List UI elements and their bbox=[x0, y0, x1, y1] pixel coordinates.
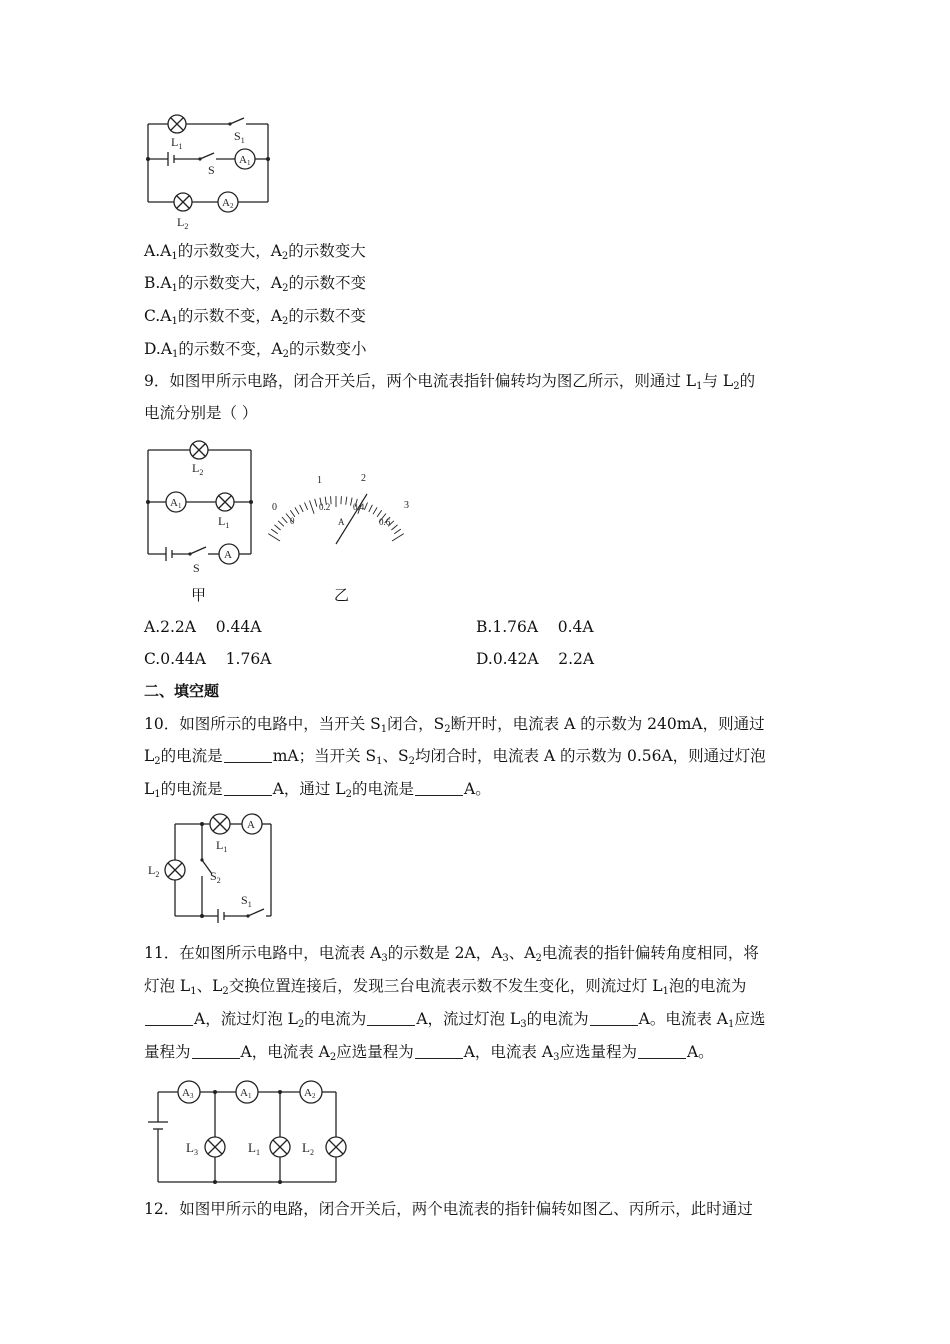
q11-blank-2[interactable] bbox=[367, 1011, 415, 1026]
q9-stem-line2: 电流分别是（ ） bbox=[144, 404, 258, 422]
q10-blank-3[interactable] bbox=[415, 781, 463, 796]
svg-text:L3: $L_3$ bbox=[186, 1140, 198, 1157]
meter-tick bbox=[364, 503, 367, 510]
meter-tick bbox=[275, 525, 281, 530]
svg-text:A: A bbox=[224, 549, 232, 561]
svg-text:L1: $L_1$ bbox=[248, 1140, 260, 1157]
q8-label-l1: $L_1$ bbox=[171, 135, 183, 151]
q10-stem-line1: 10．如图所示的电路中，当开关 $S_1$闭合，$S_2$断开时，电流表 A 的示数为 240mA，则通过 bbox=[144, 715, 765, 735]
q8-option-d[interactable]: $D.A_1$的示数不变，$A_2$的示数变小 bbox=[144, 340, 367, 360]
meter-bottom-label-2: 0.4 bbox=[353, 502, 365, 512]
q9-stem-line1: 9．如图甲所示电路，闭合开关后，两个电流表指针偏转均为图乙所示，则通过 $L_1$与 $L_2$的 bbox=[144, 372, 756, 392]
svg-text:S: S bbox=[193, 561, 200, 575]
meter-unit: A bbox=[338, 517, 345, 527]
q8-circuit-diagram bbox=[140, 112, 280, 232]
svg-text:S1: $S_1$ bbox=[234, 129, 245, 145]
meter-bottom-label-1: 0.2 bbox=[319, 502, 331, 512]
meter-tick bbox=[392, 534, 404, 541]
meter-tick bbox=[315, 499, 317, 507]
svg-text:A3: A3 bbox=[182, 1087, 194, 1100]
q8-option-a[interactable]: $A.A_1$的示数变大，$A_2$的示数变大 bbox=[144, 242, 366, 262]
q9-option-a[interactable]: A.2.2A 0.44A bbox=[144, 618, 262, 636]
q9-ammeter-dial-yi bbox=[268, 466, 418, 546]
svg-text:L2: $L_2$ bbox=[302, 1140, 314, 1157]
meter-tick bbox=[391, 525, 397, 530]
q10-stem-line2: $L_2$的电流是 mA；当开关 $S_1$、$S_2$均闭合时，电流表 A 的示数为 0.56A，则通过灯泡 bbox=[144, 747, 766, 767]
svg-text:L2: $L_2$ bbox=[177, 215, 189, 231]
meter-tick bbox=[310, 501, 315, 514]
meter-tick bbox=[271, 529, 278, 534]
svg-text:A1: A1 bbox=[239, 154, 251, 167]
q11-blank-6[interactable] bbox=[638, 1044, 686, 1059]
q11-stem-line1: 11．在如图所示电路中，电流表 $A_3$的示数是 2A，$A_3$、$A_2$电流表的指针偏转角度相同，将 bbox=[144, 944, 759, 964]
meter-tick bbox=[331, 496, 332, 504]
meter-tick bbox=[278, 521, 284, 527]
q9-caption-jia: 甲 bbox=[191, 586, 207, 604]
q11-stem-line4: 量程为 A，电流表 $A_2$应选量程为 A，电流表 $A_3$应选量程为 A。 bbox=[144, 1043, 714, 1063]
q10-stem-line3: $L_1$的电流是 A，通过 $L_2$的电流是 A。 bbox=[144, 780, 491, 800]
q11-blank-5[interactable] bbox=[415, 1044, 463, 1059]
svg-text:A1: A1 bbox=[240, 1087, 252, 1100]
svg-text:S: S bbox=[208, 163, 215, 177]
q9-circuit-diagram-jia bbox=[140, 436, 260, 576]
meter-tick bbox=[373, 507, 377, 514]
meter-tick bbox=[351, 498, 353, 506]
meter-tick bbox=[282, 517, 287, 523]
meter-tick bbox=[268, 534, 280, 541]
q10-circuit-diagram bbox=[140, 812, 280, 924]
meter-bottom-label-3: 0.6 bbox=[379, 517, 391, 527]
q8-option-b[interactable]: $B.A_1$的示数变大，$A_2$的示数不变 bbox=[144, 274, 367, 294]
q9-option-c[interactable]: C.0.44A 1.76A bbox=[144, 650, 272, 668]
q9-option-d[interactable]: D.0.42A 2.2A bbox=[476, 650, 595, 668]
meter-top-label-3: 3 bbox=[404, 500, 409, 511]
svg-text:A: A bbox=[247, 819, 255, 831]
svg-text:S1: $S_1$ bbox=[241, 893, 252, 909]
q11-blank-4[interactable] bbox=[192, 1044, 240, 1059]
meter-tick bbox=[377, 510, 382, 517]
meter-tick bbox=[394, 529, 401, 534]
meter-top-label-0: 0 bbox=[272, 502, 277, 513]
q9-caption-yi: 乙 bbox=[334, 586, 350, 604]
meter-top-label-2: 2 bbox=[361, 473, 366, 484]
q10-blank-1[interactable] bbox=[224, 748, 272, 763]
meter-tick bbox=[305, 503, 308, 510]
meter-tick bbox=[341, 496, 342, 504]
meter-tick bbox=[300, 505, 304, 512]
section-heading-fill-blank: 二、填空题 bbox=[144, 682, 220, 700]
meter-tick bbox=[346, 497, 347, 505]
svg-text:L1: $L_1$ bbox=[216, 838, 228, 854]
q11-blank-3[interactable] bbox=[590, 1011, 638, 1026]
q12-stem-line1: 12．如图甲所示的电路，闭合开关后，两个电流表的指针偏转如图乙、丙所示，此时通过 bbox=[144, 1200, 753, 1218]
q11-circuit-diagram bbox=[140, 1072, 360, 1188]
q8-option-c[interactable]: $C.A_1$的示数不变，$A_2$的示数不变 bbox=[144, 307, 366, 327]
svg-text:A1: A1 bbox=[170, 497, 182, 510]
svg-text:L1: $L_1$ bbox=[218, 514, 230, 530]
q11-stem-line2: 灯泡 $L_1$、$L_2$交换位置连接后，发现三台电流表示数不发生变化，则流过灯 $L_1$泡的电流为 bbox=[144, 977, 747, 997]
q10-blank-2[interactable] bbox=[224, 781, 272, 796]
meter-top-label-1: 1 bbox=[317, 475, 322, 486]
svg-text:L2: $L_2$ bbox=[148, 863, 160, 879]
svg-text:A2: A2 bbox=[222, 197, 234, 210]
svg-text:A2: A2 bbox=[304, 1087, 316, 1100]
q11-blank-1[interactable] bbox=[145, 1011, 193, 1026]
meter-tick bbox=[369, 505, 373, 512]
meter-tick bbox=[295, 507, 299, 514]
meter-bottom-label-0: 0 bbox=[290, 516, 295, 526]
q11-stem-line3: A，流过灯泡 $L_2$的电流为 A，流过灯泡 $L_3$的电流为 A。电流表 $A_1$应选 bbox=[144, 1009, 765, 1029]
q9-option-b[interactable]: B.1.76A 0.4A bbox=[476, 618, 594, 636]
svg-text:L2: $L_2$ bbox=[192, 461, 204, 477]
svg-text:S2: $S_2$ bbox=[210, 869, 221, 885]
